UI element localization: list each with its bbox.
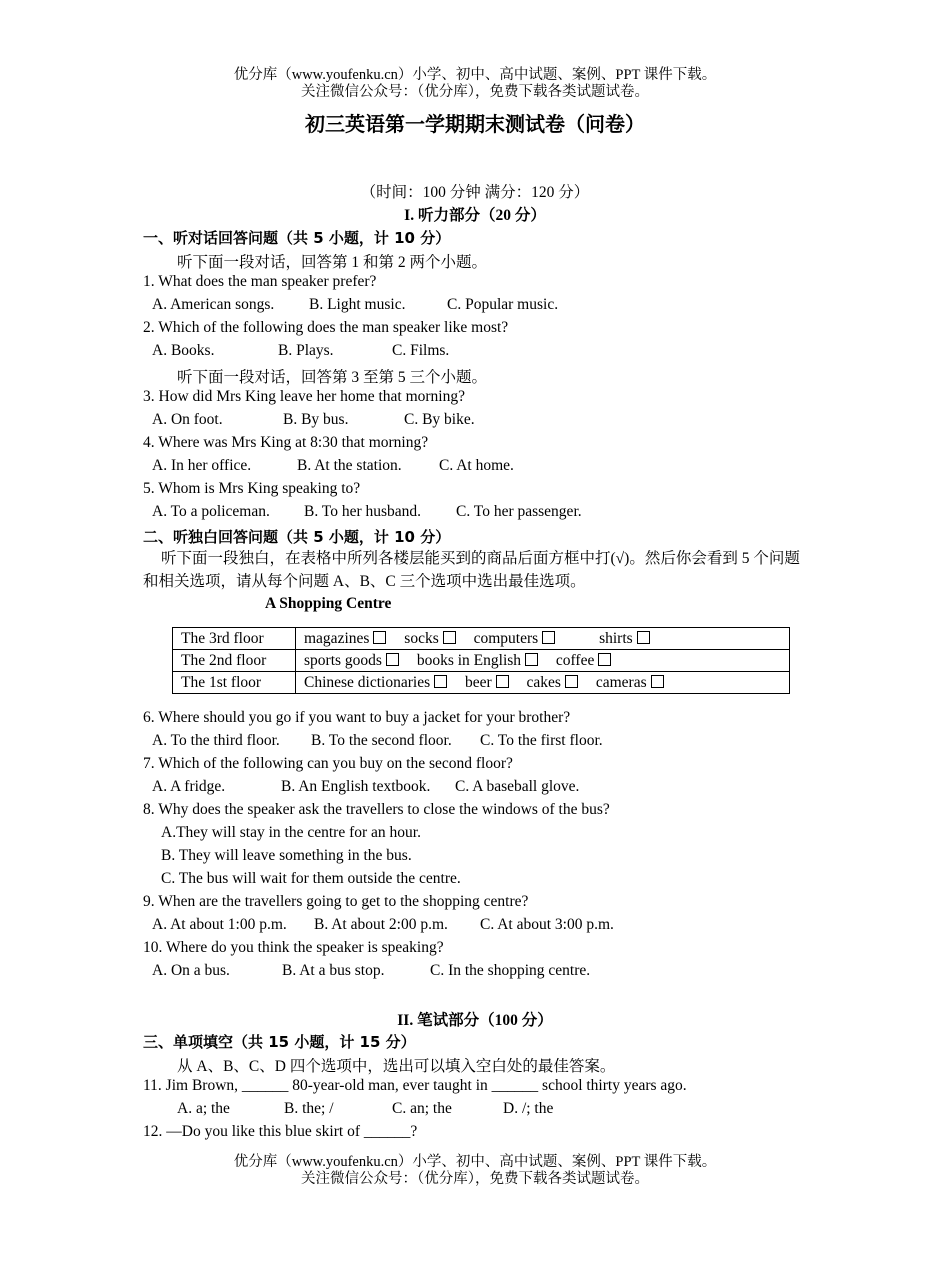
option-a: A. a; the [177,1100,230,1117]
option-c: C. The bus will wait for them outside the centre. [161,870,461,887]
item: cakes [527,674,578,691]
item: books in English [417,652,538,669]
option-a: A. To a policeman. [152,503,270,520]
shopping-centre-table [172,627,790,694]
option-c: C. At about 3:00 p.m. [480,916,614,933]
checkbox[interactable] [542,631,555,644]
section1-intro-2: 听下面一段对话，回答第 3 至第 5 三个小题。 [177,369,488,386]
table-row [173,672,790,694]
question-12: 12. —Do you like this blue skirt of ______? [143,1123,418,1140]
floor-label: The 3rd floor [173,628,296,650]
question-11: 11. Jim Brown, ______ 80-year-old man, ever taught in ______ school thirty years ago. [143,1077,687,1094]
item: Chinese dictionaries [304,674,447,691]
floor-label: The 2nd floor [173,650,296,672]
option-b: B. At a bus stop. [282,962,385,979]
option-c: C. To her passenger. [456,503,582,520]
part1-title: I. 听力部分（20 分） [404,207,546,224]
floor-items [296,628,790,650]
option-d: D. /; the [503,1100,554,1117]
question-1-options [152,296,558,314]
question-5: 5. Whom is Mrs King speaking to? [143,480,361,497]
option-b: B. the; / [284,1100,334,1117]
option-b: B. At the station. [297,457,402,474]
checkbox[interactable] [565,675,578,688]
checkbox[interactable] [373,631,386,644]
item: beer [465,674,509,691]
item: cameras [596,674,664,691]
checkbox[interactable] [496,675,509,688]
question-10-options [152,962,590,980]
option-c: C. Films. [392,342,450,359]
item: socks [404,630,455,647]
section3-heading: 三、单项填空（共 15 小题，计 15 分） [143,1033,416,1051]
question-3: 3. How did Mrs King leave her home that morning? [143,388,465,405]
question-1: 1. What does the man speaker prefer? [143,273,377,290]
option-c: C. A baseball glove. [455,778,580,795]
section1-heading: 一、听对话回答问题（共 5 小题，计 10 分） [143,229,451,247]
option-a: A. A fridge. [152,778,226,795]
question-3-options [152,411,475,429]
footer-line-2: 关注微信公众号：（优分库），免费下载各类试题试卷。 [301,1171,649,1187]
option-b: B. An English textbook. [281,778,431,795]
option-b: B. Plays. [278,342,334,359]
section2-intro: 听下面一段独白，在表格中所列各楼层能买到的商品后面方框中打(√)。然后你会看到 5 个问题和相关选项，请从每个问题 A、B、C 三个选项中选出最佳选项。 [143,550,800,590]
question-9-options [152,916,614,934]
question-4-options [152,457,514,475]
option-a: A. On a bus. [152,962,230,979]
option-a: A. Books. [152,342,215,359]
option-a: A. To the third floor. [152,732,280,749]
question-2-options [152,342,449,360]
question-6: 6. Where should you go if you want to buy a jacket for your brother? [143,709,571,726]
table-row [173,628,790,650]
header-line-2: 关注微信公众号：（优分库），免费下载各类试题试卷。 [301,84,649,100]
item: shirts [599,630,650,647]
option-c: C. At home. [439,457,514,474]
header-line-1: 优分库（www.youfenku.cn）小学、初中、高中试题、案例、PPT 课件下载。 [233,67,717,83]
checkbox[interactable] [525,653,538,666]
question-4: 4. Where was Mrs King at 8:30 that morning? [143,434,429,451]
option-a: A. On foot. [152,411,223,428]
option-a: A.They will stay in the centre for an hour. [161,824,421,841]
item: coffee [556,652,611,669]
page-title: 初三英语第一学期期末测试卷（问卷） [305,112,645,136]
option-a: A. In her office. [152,457,252,474]
option-b: B. At about 2:00 p.m. [314,916,448,933]
item: computers [474,630,556,647]
item: sports goods [304,652,399,669]
option-b: B. They will leave something in the bus. [161,847,412,864]
question-11-options [177,1100,553,1118]
checkbox[interactable] [637,631,650,644]
option-b: B. To her husband. [304,503,422,520]
checkbox[interactable] [651,675,664,688]
question-9: 9. When are the travellers going to get to the shopping centre? [143,893,529,910]
floor-items [296,672,790,694]
option-c: C. an; the [392,1100,452,1117]
checkbox[interactable] [386,653,399,666]
question-2: 2. Which of the following does the man speaker like most? [143,319,509,336]
question-6-options [152,732,603,750]
question-7: 7. Which of the following can you buy on the second floor? [143,755,513,772]
section2-heading: 二、听独白回答问题（共 5 小题，计 10 分） [143,528,451,546]
option-c: C. To the first floor. [480,732,603,749]
section1-intro-1: 听下面一段对话，回答第 1 和第 2 两个小题。 [177,254,488,271]
floor-items [296,650,790,672]
item: magazines [304,630,386,647]
option-c: C. Popular music. [447,296,559,313]
part2-title: II. 笔试部分（100 分） [397,1012,553,1029]
checkbox[interactable] [434,675,447,688]
footer-line-1: 优分库（www.youfenku.cn）小学、初中、高中试题、案例、PPT 课件下载。 [233,1154,717,1170]
option-c: C. By bike. [404,411,475,428]
option-a: A. American songs. [152,296,275,313]
option-c: C. In the shopping centre. [430,962,591,979]
question-8: 8. Why does the speaker ask the travellers to close the windows of the bus? [143,801,610,818]
table-title: A Shopping Centre [265,595,392,612]
question-7-options [152,778,579,796]
floor-label: The 1st floor [173,672,296,694]
checkbox[interactable] [598,653,611,666]
section3-intro: 从 A、B、C、D 四个选项中，选出可以填入空白处的最佳答案。 [177,1058,616,1075]
option-a: A. At about 1:00 p.m. [152,916,287,933]
time-info: （时间：100 分钟 满分：120 分） [360,184,590,201]
checkbox[interactable] [443,631,456,644]
option-b: B. By bus. [283,411,349,428]
question-5-options [152,503,582,521]
option-b: B. To the second floor. [311,732,452,749]
table-row [173,650,790,672]
option-b: B. Light music. [309,296,406,313]
question-10: 10. Where do you think the speaker is speaking? [143,939,444,956]
